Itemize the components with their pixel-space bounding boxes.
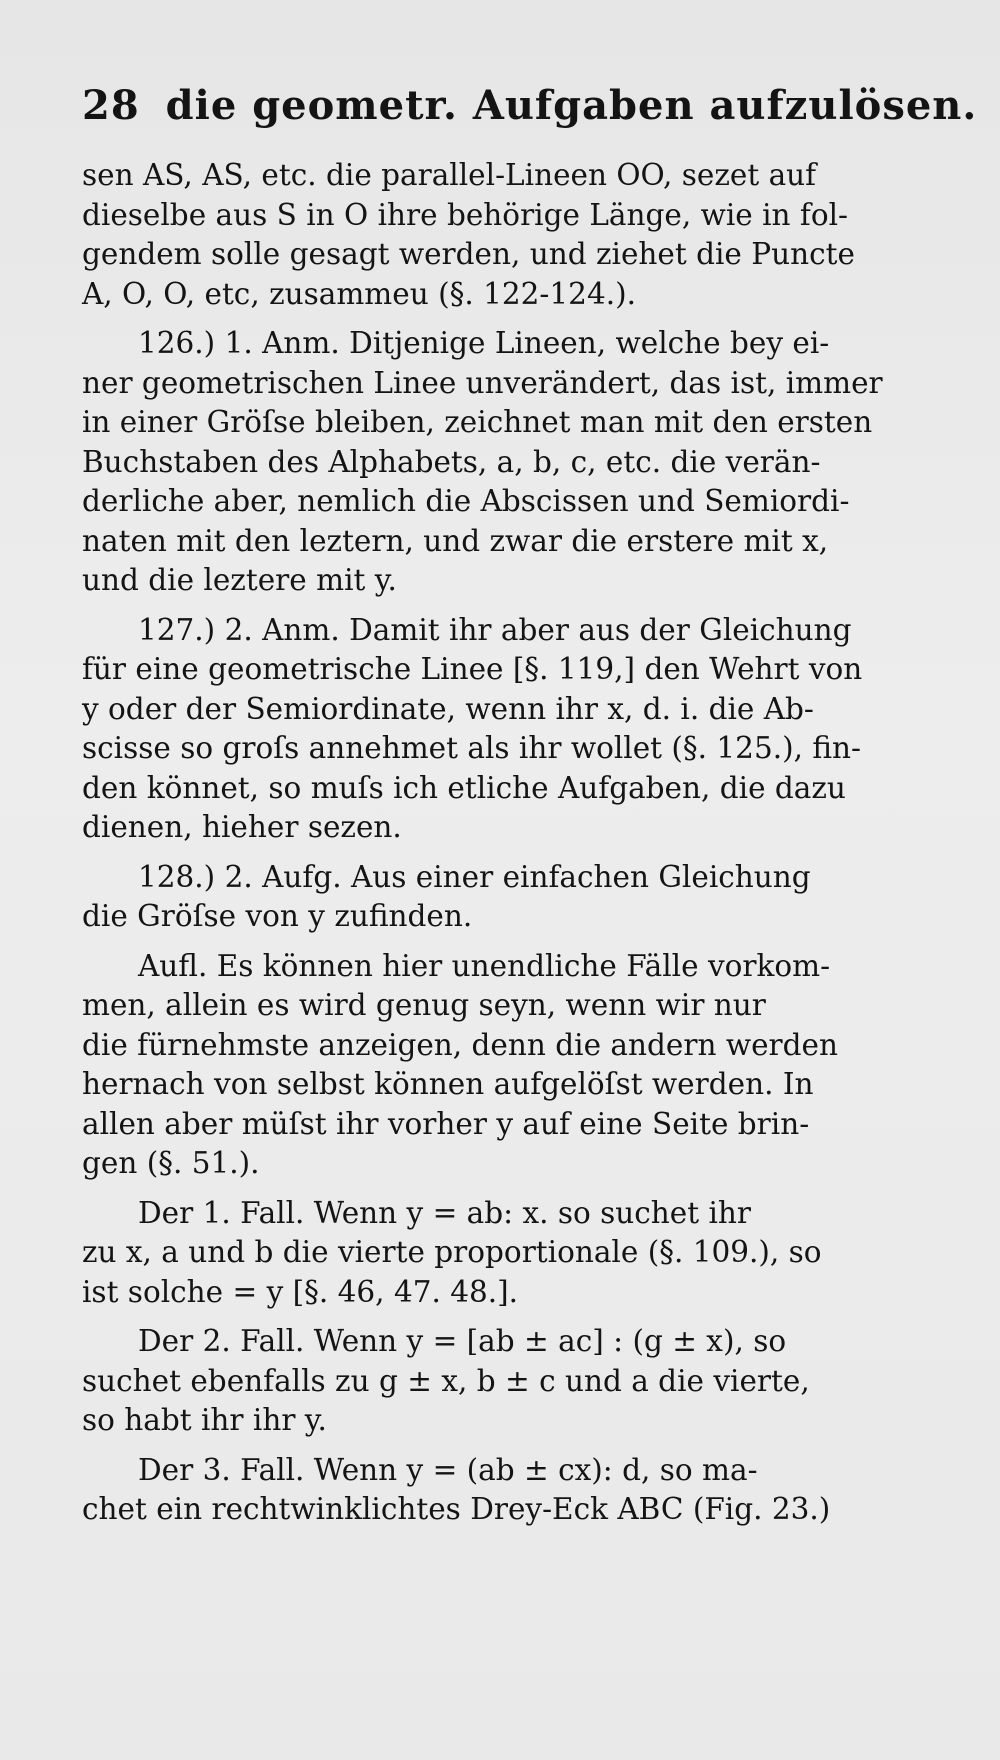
text-line: sen AS, AS, etc. die parallel-Lineen OO, sezet auf xyxy=(82,158,817,192)
text-line: für eine geometrische Linee [§. 119,] den Wehrt von xyxy=(82,652,863,686)
text-line: 126.) 1. Anm. Ditjenige Lineen, welche bey ei- xyxy=(138,326,830,360)
text-line: die Gröſse von y zufinden. xyxy=(82,899,473,933)
text-line: 127.) 2. Anm. Damit ihr aber aus der Gleichung xyxy=(138,612,852,647)
text-line: suchet ebenfalls zu g ± x, b ± c und a die vierte, xyxy=(82,1363,810,1398)
text-line: derliche aber, nemlich die Abscissen und Semiordi- xyxy=(82,484,850,518)
text-line: so habt ihr ihr y. xyxy=(82,1403,327,1437)
text-line: Aufl. Es können hier unendliche Fälle vorkom- xyxy=(138,948,831,983)
text-line: naten mit den leztern, und zwar die erstere mit x, xyxy=(82,523,829,558)
page-header xyxy=(82,82,977,129)
text-line: Der 2. Fall. Wenn y = [ab ± ac] : (g ± x), so xyxy=(138,1324,787,1358)
text-line: Der 1. Fall. Wenn y = ab: x. so suchet ihr xyxy=(138,1195,752,1230)
text-line: gendem solle gesagt werden, und ziehet die Puncte xyxy=(82,237,855,271)
text-line: A, O, O, etc, zusammeu (§. 122-124.). xyxy=(82,276,636,311)
text-line: allen aber müſst ihr vorher y auf eine Seite brin- xyxy=(82,1106,810,1141)
text-line: dienen, hieher sezen. xyxy=(82,810,402,844)
body-text xyxy=(82,156,966,1530)
text-line: ner geometrischen Linee unverändert, das ist, immer xyxy=(82,365,883,400)
text-line: gen (§. 51.). xyxy=(82,1146,260,1180)
text-line: 128.) 2. Aufg. Aus einer einfachen Gleichung xyxy=(138,859,811,894)
text-line: Buchstaben des Alphabets, a, b, c, etc. die verän- xyxy=(82,444,821,479)
text-line: in einer Gröſse bleiben, zeichnet man mit den ersten xyxy=(82,405,873,439)
text-line: hernach von selbst können aufgelöſst werden. In xyxy=(82,1067,814,1101)
text-line: y oder der Semiordinate, wenn ihr x, d. i. die Ab- xyxy=(82,691,814,726)
text-line: den könnet, so muſs ich etliche Aufgaben, die dazu xyxy=(82,770,846,805)
text-line: zu x, a und b die vierte proportionale (§. 109.), so xyxy=(82,1235,822,1269)
page-number: 28 xyxy=(82,82,140,129)
running-title: die geometr. Aufgaben aufzulösen. xyxy=(165,82,978,129)
text-line: ist solche = y [§. 46, 47. 48.]. xyxy=(82,1274,519,1309)
text-line: die fürnehmste anzeigen, denn die andern werden xyxy=(82,1027,838,1062)
text-line: chet ein rechtwinklichtes Drey-Eck ABC (Fig. 23.) xyxy=(82,1492,831,1526)
text-line: scisse so groſs annehmet als ihr wollet (§. 125.), fin- xyxy=(82,731,861,765)
text-line: und die leztere mit y. xyxy=(82,563,397,597)
text-line: men, allein es wird genug seyn, wenn wir nur xyxy=(82,988,766,1022)
text-line: Der 3. Fall. Wenn y = (ab ± cx): d, so ma- xyxy=(138,1452,758,1487)
text-line: dieselbe aus S in O ihre behörige Länge, wie in fol- xyxy=(82,197,849,232)
